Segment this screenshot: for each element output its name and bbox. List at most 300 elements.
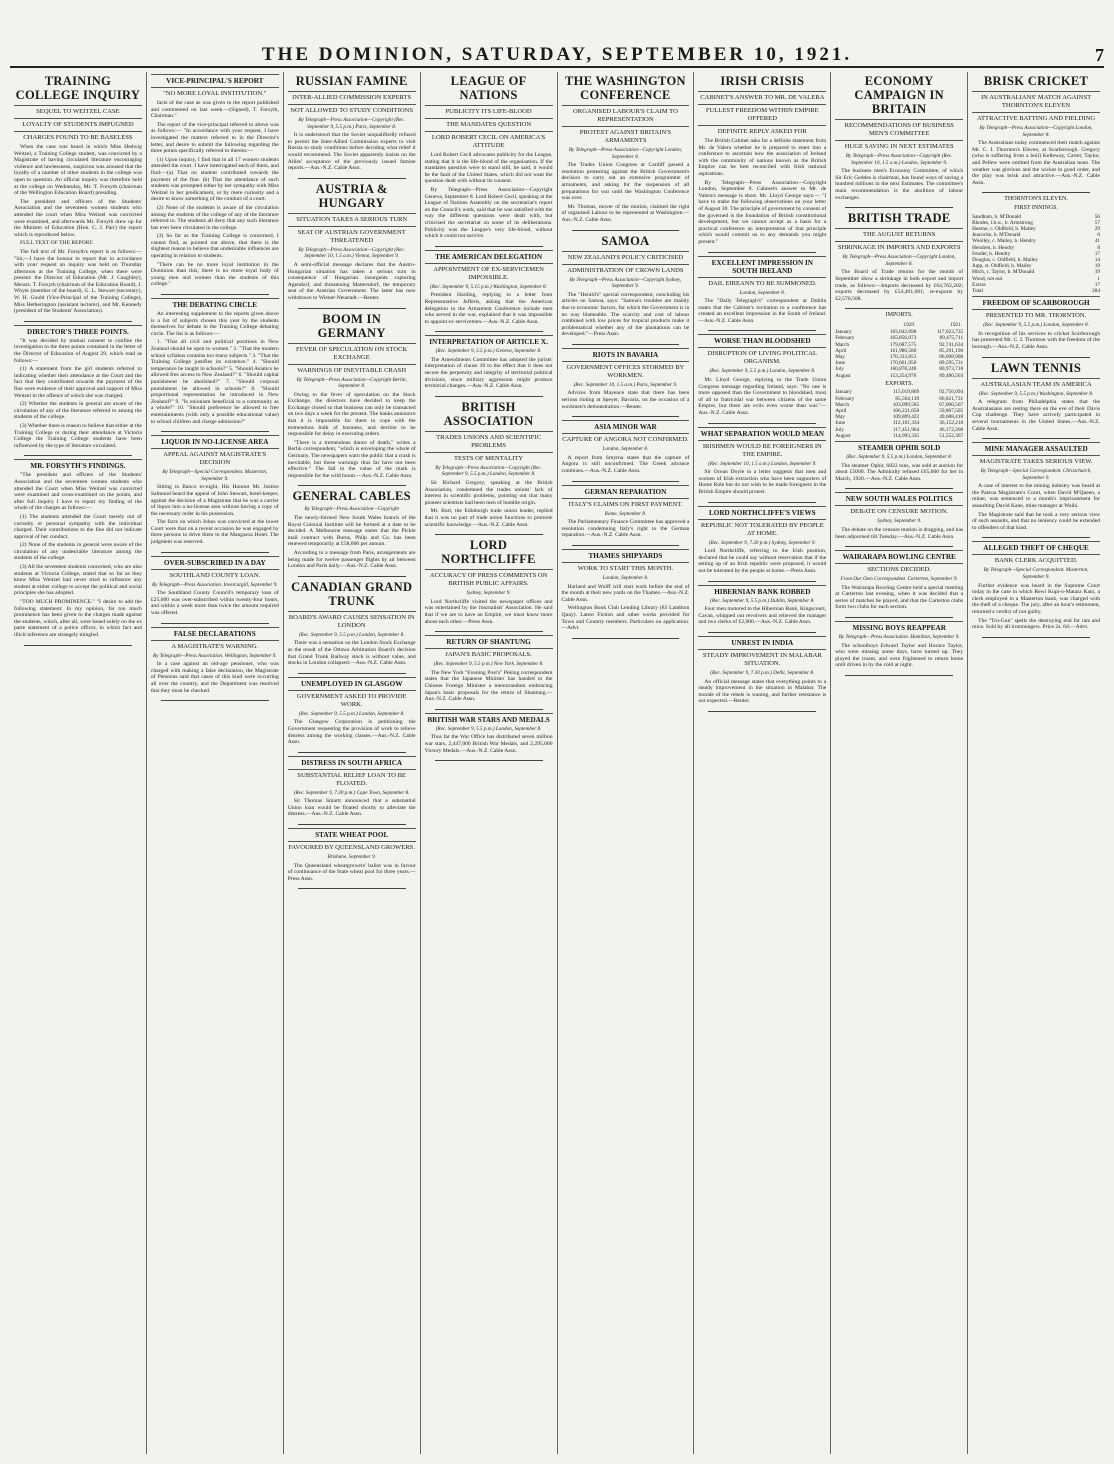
divider	[982, 357, 1090, 358]
deck: FREEDOM OF SCARBOROUGH	[972, 296, 1100, 307]
table-cell: Extras	[972, 281, 986, 288]
paragraph: "TOO MUCH PROMINENCE." "I desire to add the following statement: In my opinion, far too much prominence has been given to the charges made against the students, which, after all, were based solely on the ex parte statement of a police officer, in which fact and illicit inference are strangely mingled.	[14, 599, 142, 638]
deck: SEQUEL TO WEITZEL CASE	[14, 105, 142, 116]
deck: MAGISTRATE TAKES SERIOUS VIEW.	[972, 455, 1100, 466]
divider	[435, 631, 543, 632]
article-body	[835, 643, 963, 669]
dateline: By Telegraph—Press Association—Copyright (Rec. September 10, 1.5 a.m.) London, September 9.	[845, 153, 953, 166]
table-cell: April	[835, 347, 847, 354]
deck: A MAGISTRATE'S WARNING.	[151, 640, 279, 651]
divider	[435, 534, 543, 535]
dateline: By Telegraph—Press Association—Copyright (Rec. September 9, 5.5 p.m.) Paris, September 8.	[298, 117, 406, 130]
table-row	[835, 433, 963, 439]
deck: WORSE THAN BLOODSHED	[698, 334, 826, 345]
deck: SOUTHLAND COUNTY LOAN.	[151, 569, 279, 580]
article-body	[288, 132, 416, 172]
table-cell: Rhodes, l.b.w., b. Armstrong	[972, 219, 1033, 226]
divider	[845, 488, 953, 489]
article-body	[562, 455, 690, 475]
table-cell: Total	[972, 287, 983, 294]
deck: LORD NORTHCLIFFE'S VIEWS	[698, 506, 826, 517]
table-cell: June	[835, 420, 845, 427]
divider	[572, 638, 680, 639]
paragraph: Lord Northcliffe, referring to the Irish position, declared that he could say without reservation that if the setting up of an Irish republic were proposed, it would not be tolerated by the people at home.—Press Assn.	[698, 548, 827, 574]
paragraph: Mr. Lloyd George, replying to the Trade Union Congress message regarding Ireland, says: "No one is more opposed than the Government to bloodshed, most of all to fratricidal war between citizens of the same Empire, but there are evils even worse than war."—Aus.-N.Z. Cable Assn.	[698, 377, 827, 417]
paragraph: The Glasgow Corporation is petitioning the Government requesting the provision of work to relieve distress among the working classes.—Aus.-N.Z. Cable Assn.	[287, 719, 416, 746]
divider	[982, 637, 1090, 638]
dateline: By Telegraph—Press Association. Wellington, September 9.	[153, 652, 277, 659]
deck: DIRECTOR'S THREE POINTS.	[14, 325, 142, 336]
paragraph: Sir Ocean Doyle in a letter suggests that men and women of Irish extraction who have been supporters of Home Rule but do not wish to be made foreigners in the British Empire should protest.	[698, 469, 827, 495]
column-7	[830, 72, 967, 1454]
divider	[161, 294, 269, 295]
dateline: Rome, September 8.	[604, 510, 647, 517]
deck: SEAT OF AUSTRIAN GOVERNMENT THREATENED	[288, 226, 416, 245]
article-body	[972, 331, 1100, 351]
story	[425, 635, 553, 703]
dateline: By Telegraph—Special Correspondent. Masterton, September 9.	[162, 469, 268, 482]
story	[425, 713, 553, 754]
story	[14, 459, 142, 638]
table-cell: 51,552,367	[939, 432, 964, 439]
story	[425, 538, 553, 625]
deck: MR. FORSYTH'S FINDINGS.	[14, 459, 142, 470]
deck: VICE-PRINCIPAL'S REPORT	[151, 74, 279, 85]
deck: BOARD'S AWARD CAUSES SENSATION IN LONDON	[288, 611, 416, 630]
article-body	[835, 463, 963, 483]
deck: PROTEST AGAINST BRITAIN'S ARMAMENTS	[562, 126, 690, 145]
divider	[298, 888, 406, 889]
headline: AUSTRIA & HUNGARY	[315, 181, 388, 210]
deck: CABINET'S ANSWER TO MR. DE VALERA	[698, 91, 826, 102]
divider	[161, 431, 269, 432]
paragraph: "It was decided by mutual consent to confine the investigation to the three points contained in the letter of the Director of Education of August 29, which read as follows:—	[14, 337, 142, 364]
story	[288, 677, 416, 746]
table-cell: May	[835, 414, 845, 421]
dateline: (Rec. September 10, 1.5 a.m.) Paris, September 9.	[573, 381, 678, 388]
deck: MISSING BOYS REAPPEAR	[835, 621, 963, 632]
deck: TRADES UNIONS AND SCIENTIFIC PROBLEMS	[425, 431, 553, 450]
story	[151, 298, 279, 425]
story	[562, 74, 690, 224]
article-body	[562, 162, 690, 223]
article-body	[835, 168, 963, 201]
headline: LORD NORTHCLIFFE	[441, 538, 536, 567]
dateline: By Telegraph—Press Association—Copyright Sydney, September 9.	[569, 276, 682, 290]
paragraph: Wellington Book Club Lending Library (83 Lambton Quay). Latest Fiction and other works provided for Town and Country members. Particulars on application.—Advt.	[561, 605, 690, 632]
paragraph: facts of the case as was given to the report published and commented on last week.—(Signed), T. Forsyth, Chairman."	[150, 100, 279, 120]
headline: GENERAL CABLES	[292, 489, 411, 504]
deck: CHARGES FOUND TO BE BASELESS	[14, 131, 142, 142]
table-cell: 115,019,869	[892, 389, 920, 396]
article-body	[562, 390, 690, 410]
table-cell: July	[835, 366, 845, 373]
deck: SITUATION TAKES A SERIOUS TURN	[288, 213, 416, 224]
deck: DEBATE ON CENSURE MOTION.	[835, 505, 963, 516]
story	[562, 549, 690, 632]
deck: STEAMER OPHIR SOLD	[835, 441, 963, 452]
deck: BRITISH WAR STARS AND MEDALS	[425, 713, 553, 724]
paragraph: By Telegraph—Press Association—Copyright Geneva, September 8. Lord Robert Cecil, speaking at the League of Nations Assembly on the secretariat's report on the Council's work, said that he was satisfied with the way the different questions were dealt with, but criticised the secretariat on some of its deliberations. Publicity was the League's very life-blood, without which it could not survive.	[424, 186, 553, 240]
table-cell: 29	[1094, 225, 1100, 232]
column-1	[10, 72, 146, 1454]
story	[835, 621, 963, 669]
score-subtitle: FIRST INNINGS.	[1014, 204, 1059, 211]
dateline: London, September 8.	[602, 446, 649, 453]
score-card	[972, 196, 1100, 294]
paragraph: (3) All the seventeen students concerned, who are also students at Victoria College, stated that so far as they knew Miss Weitzel had never tried to influence any student at either college to accept the political and social principles she has adopted.	[14, 564, 142, 597]
column-5	[557, 72, 694, 1454]
dateline: (Rec. September 9, 5.5 p.m.) London, September 8.	[709, 368, 816, 375]
story	[698, 256, 826, 325]
table-cell: Jeacocke, b. M'Donald	[972, 232, 1021, 239]
deck: WAIRARAPA BOWLING CENTRE	[835, 550, 963, 561]
deck: APPEAL AGAINST MAGISTRATE'S DECISION	[151, 448, 279, 467]
article-body	[972, 399, 1100, 432]
headline: SAMOA	[601, 233, 650, 248]
paragraph: Thus far the War Office has distributed seven million war stars, 2,447,000 British War Medals, and 2,295,000 Victory Medals.—Aus.-N.Z. Cable Assn.	[424, 734, 553, 754]
deck: RIOTS IN BAVARIA	[562, 348, 690, 359]
article-body	[288, 262, 416, 302]
deck: SHRINKAGE IN IMPORTS AND EXPORTS	[835, 241, 963, 252]
paragraph: The Southland County Council's temporary loan of £25,000 was over-subscribed within twenty-four hours, and within a week more than twice the amount required was offered.	[150, 590, 279, 617]
paragraph: Advices from Mayence state that there has been serious rioting at Speyer, Bavaria, on the occasion of a workmen's demonstration.—Reuter.	[561, 390, 690, 410]
paragraph: By Telegraph—Press Association—Copyright London, September 8. Cabinet's answer to Mr. de Valera's message is short. Mr. Lloyd George says:— "I have to make the following observations on your letter of August 30. The principle of government by consent of the governed is the foundation of British constitutional development, but we cannot accept as a basis for a practical conference an interpretation of that principle which would commit us to any demands you might present."	[698, 179, 827, 245]
column-3	[283, 72, 420, 1454]
paragraph: (1) A statement from the girl students referred to indicating whether their attendance at the Court and the fact that they contributed towards the payment of the fine were evidence of their approval and support of Miss Weitzel in the offence of which she was charged.	[14, 366, 142, 399]
divider	[845, 546, 953, 547]
table-cell: 179,687,575	[889, 341, 917, 348]
dateline: By Telegraph—Press Association—Copyright (Rec. September 10, 1.5 a.m.) Vienna, September 9.	[298, 246, 406, 260]
deck: INTERPRETATION OF ARTICLE X.	[425, 335, 553, 346]
dateline: By Telegraph—Press Association—Copyright London, September 8.	[979, 125, 1093, 138]
divider	[572, 416, 680, 417]
table-cell: 14	[1094, 256, 1100, 263]
table-cell: 49,688,418	[939, 414, 964, 421]
story	[288, 74, 416, 172]
table-cell: January	[835, 329, 852, 336]
divider	[435, 246, 543, 247]
table-cell: 8	[1097, 244, 1100, 251]
table-cell: 19	[1094, 269, 1100, 276]
table-cell: 17	[1094, 281, 1100, 288]
article-body	[972, 483, 1100, 531]
deck: "NO MORE LOYAL INSTITUTION."	[151, 87, 279, 98]
divider	[435, 709, 543, 710]
trade-tables	[835, 312, 963, 439]
article-body	[698, 469, 826, 495]
table-cell: 284	[1092, 287, 1100, 294]
table-cell: Hendren, b. Hendry	[972, 244, 1015, 251]
table-cell: 160,878,240	[889, 366, 917, 373]
divider	[24, 645, 132, 646]
dateline: (Rec. September 9, 7.30 p.m.) Sydney, September 9.	[708, 539, 816, 546]
divider	[298, 308, 406, 309]
divider	[845, 207, 953, 208]
article-body	[288, 392, 416, 480]
divider	[24, 455, 132, 456]
paragraph: Sitting in Banco to-night, His Honour Mr. Justice Salmond heard the appeal of John Stewart, hotel-keeper, against the decision of a Magistrate that he was a carrier of liquor into a no-license area without having a copy of the necessary order in his possession.	[150, 484, 279, 517]
headline: BRISK CRICKET	[983, 74, 1089, 88]
deck: LOYALTY OF STUDENTS IMPUGNED	[14, 118, 142, 129]
article-body	[698, 679, 826, 705]
paragraph: The "Herald's" special correspondent, concluding his articles on Samoa, says: "Samoa's troubles are mainly due to economic factors, for which the Government is in no way blameable. The scarcity and cost of labour combined with low prices for tropical products make it problematical whether any of the plantations can be developed."—Press Assn.	[561, 291, 690, 338]
table-cell: 85,291,190	[939, 347, 964, 354]
paragraph: (3) So far as the Training College is concerned, I cannot find, as pointed out above, that there is the slightest reason to believe that undesirable influences are operating in relation to students.	[150, 233, 279, 260]
paragraph: Owing to the fever of speculation on the Stock Exchange, the directors have decided to keep the Exchange closed so that business can only be transacted on two days a week for the present. The banks announce that it is impossible for them to cope with the tremendous bulk of business, and decline to be responsible for delay in executing orders.	[287, 391, 416, 438]
paragraph: (2) None of the students is aware of the circulation among the students of the college of any of the literature referred to. The students all deny that any such literature has ever been circulated in the college.	[150, 204, 279, 231]
table-cell: 109,809,422	[892, 414, 920, 421]
table-cell: 36,152,218	[939, 420, 964, 427]
divider	[845, 308, 953, 309]
article-body	[698, 298, 826, 324]
deck: HIBERNIAN BANK ROBBED	[698, 585, 826, 596]
dateline: (Rec. September 10, 1.5 a.m.) London, September 9.	[708, 460, 817, 467]
headline: LAWN TENNIS	[990, 360, 1082, 375]
paragraph: In a case against an old-age pensioner, who was charged with making a false declaration, the Magistrate of Pensions said that cases of this kind were occurring all over the country, and the Department was resolved that they must be checked.	[150, 661, 279, 694]
paragraph: Four men motored to the Hibernian Bank, Kingscourt, Cavan, whipped out revolvers and relieved the manager and two clerks of £2,000.—Aus.-N.Z. Cable Assn.	[698, 606, 827, 626]
divider	[572, 545, 680, 546]
story	[972, 361, 1100, 433]
headline: RUSSIAN FAMINE	[295, 74, 408, 88]
dateline: (Rec. September 9, 5.5 p.m.) London, September 8.	[298, 631, 405, 638]
divider	[708, 252, 816, 253]
deck: ITALY'S CLAIMS ON FIRST PAYMENT.	[562, 498, 690, 509]
divider	[845, 675, 953, 676]
story	[972, 442, 1100, 531]
divider	[982, 192, 1090, 193]
article-body	[562, 519, 690, 539]
divider	[708, 581, 816, 582]
paragraph: An interesting supplement to the reports given above is a list of subjects chosen this year by the students themselves for debate in the Training College debating circle. The list is as follows:—	[150, 311, 279, 337]
deck: RETURN OF SHANTUNG	[425, 635, 553, 646]
dateline: London, September 8.	[602, 575, 649, 581]
paragraph: The debate on the censure motion is dragging, and has been adjourned till Tuesday.—Aus.-N.Z. Cable Assn.	[835, 526, 964, 540]
article-body	[425, 480, 553, 528]
article-body	[425, 357, 553, 390]
dateline: By Telegraph—Press Association—Copyright (Rec. September 9, 5.5 p.m.) London, September 8.	[435, 464, 542, 478]
table-cell: 170,661,956	[889, 360, 917, 367]
dateline: By Telegraph—Press Association. Invercargill, September 9.	[151, 581, 278, 588]
paragraph: An official message states that everything points to a steady improvement in the situation in Malabar. The morale of the rebels is waning, and further resistance is not expected.—Reuter.	[698, 678, 827, 705]
divider	[982, 537, 1090, 538]
story	[698, 334, 826, 416]
paragraph: The Queensland wheatgrowers' ballot was in favour of continuance of the State wheat pool for three years.—Press Assn.	[287, 862, 416, 882]
paragraph: (3) Whether there is reason to believe that either at the Training College or during their attendance at Victoria College the Training College students have been influenced by the type of literature circulated.	[14, 422, 142, 449]
column-8	[967, 72, 1104, 1454]
table-cell: April	[835, 407, 847, 414]
deck: ALLEGED THEFT OF CHEQUE	[972, 541, 1100, 552]
dateline: From Our Own Correspondent. Carterton, September 9.	[840, 576, 958, 583]
article-body	[698, 138, 826, 246]
paragraph: "There is a tremendous dance of death," writes a Berlin correspondent, "which is enveloping the whole of Germany. The newspapers warn the public that a crash is inevitable, but these warnings thus far have not been effective." The fall in the value of the mark is responsible for the wild boom.—Aus.-N.Z. Cable Assn.	[287, 439, 416, 479]
paragraph: FULL TEXT OF THE REPORT.	[20, 240, 94, 247]
article-body	[151, 661, 279, 694]
headline: LEAGUE OF NATIONS	[450, 74, 527, 102]
article-body	[835, 527, 963, 540]
paragraph: When the case was heard in which Miss Hedwig Weitzel, a Training College student, was convicted by a Magistrate of having circulated literature encouraging violence and lawlessness, suspicion was aroused that the loyalty of a number of other students in the college was open to question. An official inquiry was therefore held at the college on Wednesday, Mr. T. Forsyth (chairman of the Wellington Education Board) presiding.	[14, 144, 142, 197]
paragraph: The Wairarapa Bowling Centre held a special meeting at Carterton last evening, when it was decided that a series of matches be played, and that the Carterton clubs form two clubs for each section.	[835, 584, 964, 611]
headline: BOOM IN GERMANY	[317, 311, 386, 340]
article-body	[151, 311, 279, 425]
dateline: By Telegraph—Press Association—Copyright Berlin, September 8.	[296, 376, 407, 390]
article-body	[835, 269, 963, 302]
story	[14, 325, 142, 450]
article-body	[425, 292, 553, 325]
divider	[708, 711, 816, 712]
paragraph: Further evidence was heard in the Supreme Court today in the case in which Rewi Kupi-o-Matara Kani, a clerk employed in a Masterton bank, was charged with the theft of a cheque. The jury, after an hour's retirement, returned a verdict of not guilty.	[972, 582, 1100, 616]
deck: THE AUGUST RETURNS	[835, 228, 963, 239]
deck: THE MANDATES QUESTION	[425, 118, 553, 129]
story	[835, 441, 963, 482]
paragraph: A case of interest to the mining industry was heard at the Paeroa Magistrate's Court, when David M'Queen, a miner, was sentenced to a month's imprisonment for assaulting David Kane, mine manager at Waihi.	[972, 483, 1100, 510]
table-cell: 46,172,268	[939, 426, 964, 433]
table-cell: 89,480,503	[939, 372, 964, 379]
table-cell: Woolley, c. Mailey, b. Hendry	[972, 238, 1036, 245]
dateline: By Telegraph—Press Association. Hamilton, September 9.	[838, 634, 960, 641]
table-cell: Douglas, c. Oldfield, b. Mailey	[972, 256, 1039, 263]
blank-cell	[835, 321, 869, 329]
table-cell: 183,842,698	[889, 329, 917, 336]
score-title: THORNTON'S ELEVEN.	[1004, 196, 1068, 203]
deck: SECTIONS DECIDED.	[835, 563, 963, 574]
deck: DAIL EIREANN TO BE SUMMONED.	[698, 277, 826, 288]
table-cell: 89,595,731	[939, 360, 964, 367]
article-body	[14, 472, 142, 638]
table-cell: 117,023,735	[936, 329, 964, 336]
story	[425, 250, 553, 326]
paragraph: Mr. Burt, the Edinburgh trade union leader, replied that it was no part of trade union functions to promote scientific knowledge.—Aus.-N.Z. Cable Assn.	[424, 508, 553, 528]
story	[562, 420, 690, 474]
masthead-title: THE DOMINION, SATURDAY, SEPTEMBER 10, 1921.	[261, 44, 853, 65]
table-cell: August	[835, 372, 851, 379]
deck: WHAT SEPARATION WOULD MEAN	[698, 427, 826, 438]
paragraph: (2) Whether the students in general are aware of the circulation of any of the literature referred to among the students of the college.	[14, 401, 142, 421]
exports-title: EXPORTS.	[885, 380, 914, 387]
divider	[298, 178, 406, 179]
table-cell: March	[835, 341, 850, 348]
table-cell: 67,000,567	[939, 401, 964, 408]
deck: BANK CLERK ACQUITTED.	[972, 554, 1100, 565]
table-cell: Sandham, b. M'Donald	[972, 213, 1022, 220]
deck: THE DEBATING CIRCLE	[151, 298, 279, 309]
divider	[435, 331, 543, 332]
table-cell: Hearne, c. Oldfield, b. Mailey	[972, 225, 1036, 232]
deck: FULLEST FREEDOM WITHIN EMPIRE OFFERED	[698, 104, 826, 123]
table-row	[835, 373, 963, 379]
article-body	[698, 377, 826, 417]
table-cell: 92,741,634	[939, 341, 964, 348]
table-cell: 6	[1097, 232, 1100, 239]
table-cell: 92,756,094	[939, 389, 964, 396]
dateline: By Telegraph—Special Correspondent. Masterton, September 9.	[983, 567, 1089, 581]
article-body	[425, 599, 553, 625]
deck: AUSTRALASIAN TEAM IN AMERICA	[972, 378, 1100, 389]
table-cell: 161,986,580	[889, 347, 917, 354]
story	[972, 296, 1100, 350]
paragraph: In recognition of his services to cricket Scarborough has presented Mr. C. I. Thornton with the freedom of the borough.—Aus.-N.Z. Cable Assn.	[972, 330, 1100, 350]
table-cell: 59,867,505	[939, 407, 964, 414]
deck: IN AUSTRALIANS' MATCH AGAINST THORNTON'S ELEVEN	[972, 91, 1100, 110]
story	[698, 636, 826, 705]
year-header: 1920.	[903, 321, 916, 328]
divider	[708, 632, 816, 633]
deck: UNEMPLOYED IN GLASGOW	[288, 677, 416, 688]
deck: PUBLICITY ITS LIFE-BLOOD	[425, 105, 553, 116]
story	[151, 435, 279, 546]
paragraph: The full text of Mr. Forsyth's report is as follows:— "Sir,—I have the honour to report that in accordance with your request an inquiry was held on Thursday afternoon at the Training College, when there were present: the Director of Education (Mr. J. Caughley), Messrs. T. Forsyth (chairman of the Education Board), J. Whyte (member of the board), G. L. Stewart (secretary), W. H. Gould (Vice-Principal of the Training College), Miss Hetherington (assistant lecturer), and Mr. Kennedy (president of the Students' Association).	[14, 248, 142, 315]
article-body	[151, 484, 279, 545]
deck: THE AMERICAN DELEGATION	[425, 250, 553, 261]
story	[151, 74, 279, 288]
table-cell: January	[835, 389, 852, 396]
deck: WORK TO START THIS MONTH.	[562, 562, 690, 573]
table-cell: 89,475,711	[939, 335, 964, 342]
article-body	[562, 292, 690, 338]
table-cell: 170,333,851	[889, 353, 917, 360]
deck: RECOMMENDATIONS OF BUSINESS MEN'S COMMITTEE	[835, 119, 963, 138]
headline: IRISH CRISIS	[720, 74, 805, 88]
story	[562, 348, 690, 410]
dateline: Brisbane, September 9.	[327, 854, 376, 861]
score-table	[972, 214, 1100, 295]
table-cell: 106,231,658	[892, 407, 920, 414]
dateline: (Rec. September 9, 5.15 p.m.) Washington, September 8.	[430, 283, 547, 290]
table-cell: 85,564,139	[895, 395, 920, 402]
divider	[708, 330, 816, 331]
table-cell: 1	[1097, 275, 1100, 282]
imports-title: IMPORTS.	[885, 312, 913, 319]
article-body	[562, 584, 690, 632]
table-cell: July	[835, 426, 845, 433]
dateline: By Telegraph—Press Association—Copyright London, September 8.	[842, 254, 956, 267]
table-cell: 56	[1094, 213, 1100, 220]
paragraph: (2) None of the students in general were aware of the circulation of any undesirable literature among the students of the college.	[14, 542, 142, 562]
dateline: London, September 8.	[739, 289, 786, 296]
article-body	[14, 338, 142, 450]
dateline: Sydney, September 9.	[877, 518, 922, 525]
paragraph: The British Cabinet asks for a definite statement from Mr. de Valera whether he is prepared to enter into a conference to ascertain how the association of Ireland with the community of nations known as the British Empire can be best reconciled with Irish national aspirations.	[698, 138, 827, 177]
deck: INTER-ALLIED COMMISSION EXPERTS	[288, 91, 416, 102]
column-6	[693, 72, 830, 1454]
table-row	[972, 288, 1100, 294]
table-cell: 112,101,334	[892, 420, 920, 427]
dateline: (Rec. September 9, 5.5 p.m.) New York, September 8.	[433, 661, 544, 668]
paragraph: (1) Upon inquiry, I find that in all 17 women students attended the court. I have interrogated each of them, and find:—(a) That no student contributed towards the payment of the fine. (b) That the attendance of such students was prompted either by her sympathy with Miss Weitzel in her predicament, or by mere curiosity and a desire to know something of the conduct of a court.	[150, 156, 279, 203]
table-cell: 114,993,335	[892, 432, 920, 439]
paragraph: 1. "That all civil and political positions in New Zealand should be open to women." 2. "That the modern school syllabus contains too many subjects." 3. "That the Training College justifies its existence." 4. "Should temperance be taught in schools?" 5. "Should Asiatics be allowed free access to New Zealand?" 6. "Should capital punishment be abolished?" 7. "Should corporal punishment be allowed in schools?" 8. "Should proportional representation be introduced in New Zealand?" 9. "Is unionism beneficial to a community as a whole?" 10. "Should preference be allowed to free entertainments (with only a possible educational value) to school children and charge admission?"	[150, 339, 279, 425]
deck: PRESENTED TO MR. THORNTON.	[972, 309, 1100, 320]
paragraph: The president and officers of the Students' Association and the seventeen women students who attended the court when Miss Weitzel was convicted were examined, and afterwards Mr. Forsyth drew up for the Minister of Education (Hon. C. J. Parr) the report which is reproduced below.	[14, 198, 142, 238]
table-cell: May	[835, 353, 845, 360]
table-cell: Jupp, st. Oldfield, b. Mailey	[972, 263, 1032, 270]
masthead	[10, 40, 1104, 68]
paragraph: The Australians today commenced their match against Mr. C. I. Thornton's Eleven, at Scarborough. Gregory (who is suffering from a boil) Kelleway, Carter, Taylor, and Pellew were omitted from the Australian team. The weather was glorious and the wicket in good order, and the play was brisk and attractive.—Aus.-N.Z. Cable Assn.	[972, 140, 1100, 186]
table-cell: August	[835, 432, 851, 439]
paragraph: Lord Robert Cecil advocates publicity for the League, stating that it is the life-blood of the organisation. If the mandates question were to stand still, he said, it would be the fault of the United States, which did not want the question dealt with without its consent.	[424, 152, 553, 185]
divider	[161, 700, 269, 701]
paragraph: Sir Richard Gregory, speaking at the British Association, condemned the trades unions' lack of interest in scientific problems, pointing out that many pioneer scientists had been men of humble origin.	[424, 480, 553, 506]
deck: DISTRESS IN SOUTH AFRICA	[288, 756, 416, 767]
dateline: (Rec. September 9, 7.30 p.m.) Cape Town, September 8.	[293, 789, 410, 796]
divider	[298, 824, 406, 825]
table-cell: March	[835, 401, 850, 408]
column-4	[420, 72, 557, 1454]
article-body	[425, 670, 553, 703]
table-cell: Fender, b. Hendry	[972, 250, 1011, 257]
deck: STATE WHEAT POOL	[288, 828, 416, 839]
story	[425, 335, 553, 390]
